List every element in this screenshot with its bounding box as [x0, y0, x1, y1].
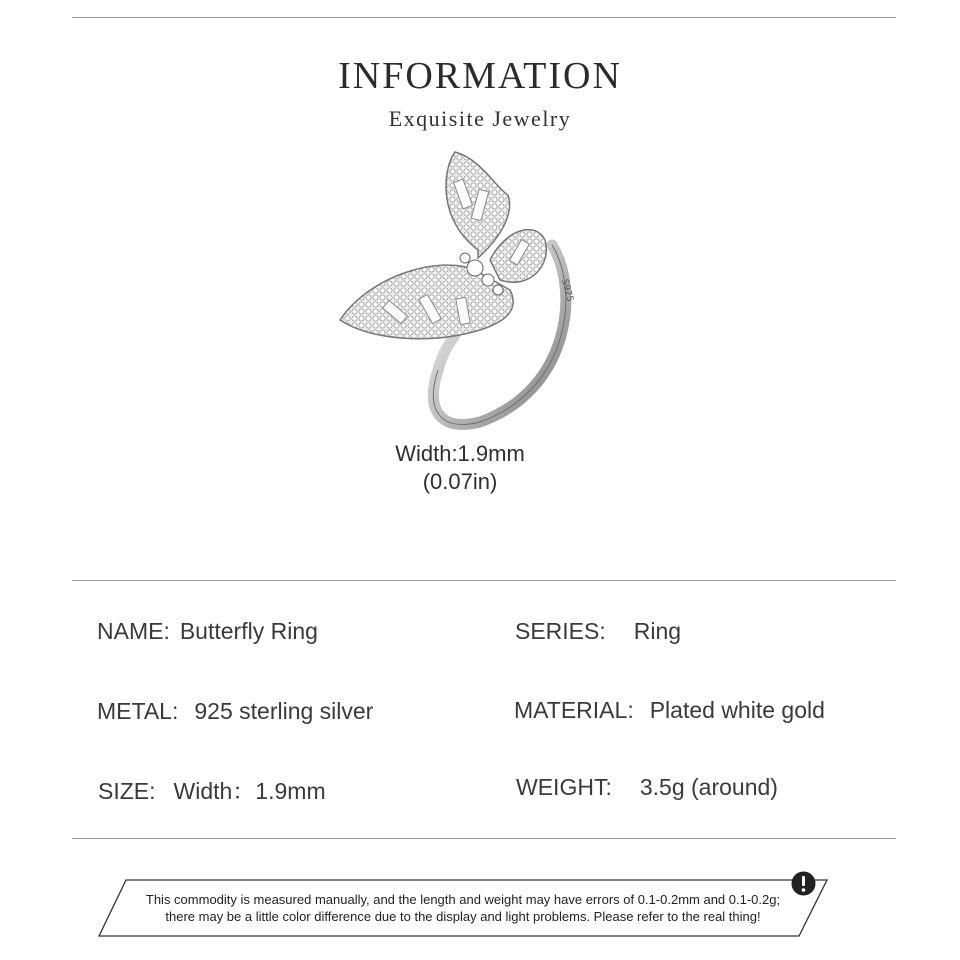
spec-weight-label: WEIGHT: — [516, 774, 612, 800]
page-title: INFORMATION — [338, 55, 622, 97]
bottom-divider — [72, 838, 896, 839]
width-dimension: Width:1.9mm — [395, 441, 525, 466]
exclamation-icon — [791, 871, 816, 896]
spec-name-label: NAME: — [97, 618, 170, 644]
spec-metal-label: METAL: — [97, 698, 179, 724]
s925-stamp: S925 — [559, 278, 575, 303]
disclaimer-line-2: there may be a little color difference due to the display and light problems. Please refer to the real thing! — [165, 909, 761, 924]
width-dimension-inches: (0.07in) — [422, 469, 498, 494]
spec-material-label: MATERIAL: — [514, 697, 634, 723]
spec-name — [97, 618, 318, 645]
spec-metal — [97, 698, 373, 725]
middle-divider — [72, 580, 896, 581]
top-divider — [72, 17, 896, 18]
page-subtitle: Exquisite Jewelry — [388, 106, 572, 131]
disclaimer-line-1: This commodity is measured manually, and the length and weight may have errors of 0.1-0.2mm and 0.1-0.2g; — [145, 892, 781, 907]
spec-material — [514, 697, 825, 724]
spec-weight — [516, 774, 778, 801]
spec-series-value: Ring — [633, 618, 682, 644]
spec-series-label: SERIES: — [515, 618, 606, 644]
spec-material-value: Plated white gold — [649, 697, 825, 723]
butterfly-ring-image — [330, 140, 630, 440]
disclaimer-box — [98, 879, 828, 937]
spec-name-value: Butterfly Ring — [179, 618, 318, 644]
spec-series — [515, 618, 681, 645]
disclaimer-text — [98, 891, 828, 925]
spec-weight-value: 3.5g (around) — [639, 774, 778, 800]
spec-size-label: SIZE: — [98, 778, 156, 804]
spec-size-value: Width：1.9mm — [173, 778, 326, 804]
spec-size — [98, 773, 326, 806]
spec-metal-value: 925 sterling silver — [194, 698, 374, 724]
